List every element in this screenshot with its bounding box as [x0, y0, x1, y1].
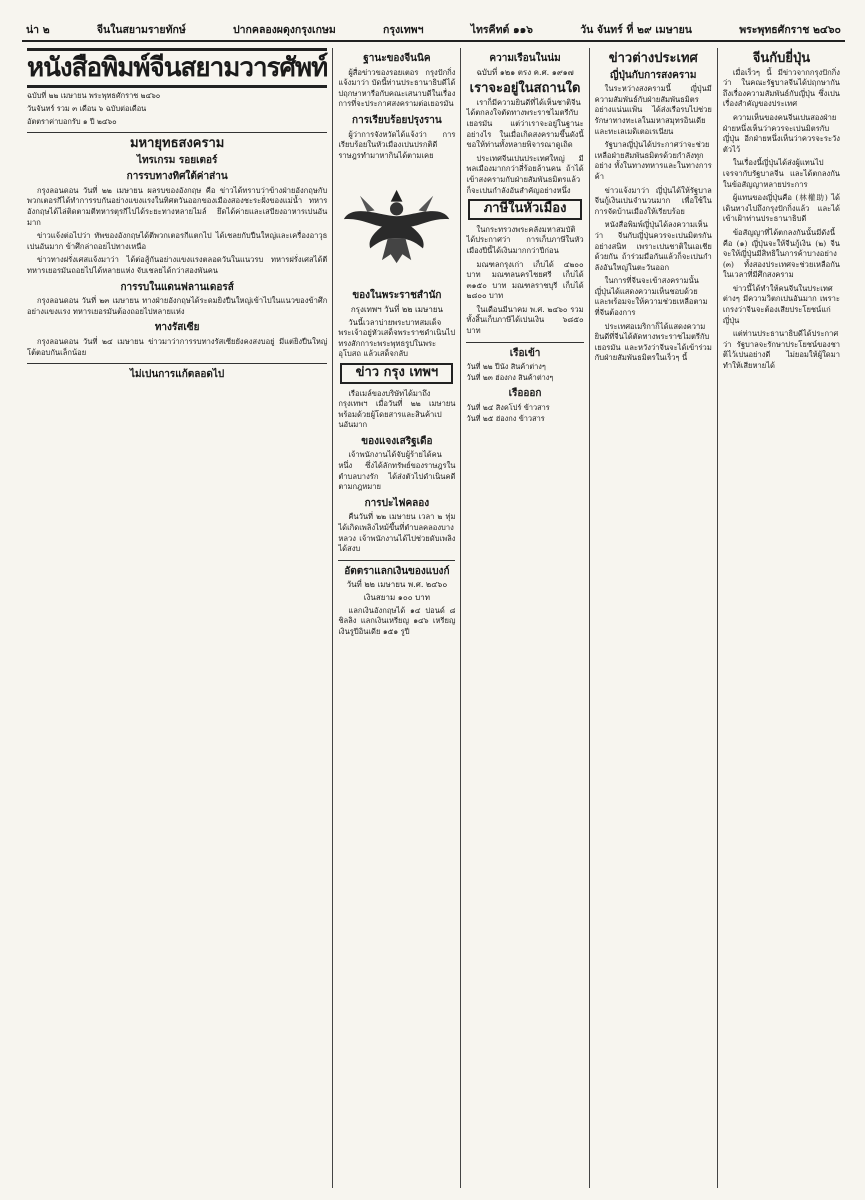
- crime-headline: ของแจงเสริฐเดือ: [361, 435, 433, 447]
- page-header: [22, 18, 845, 42]
- newspaper-page: [22, 18, 845, 1188]
- issue-number: ไทรคีทต์ ๑๑๖: [470, 23, 533, 36]
- article-paragraph: กรุงลอนดอน วันที่ ๒๔ เมษายน ข่าวมาว่าการรบทางรัสเซียยังคงสงบอยู่ มีแต่ยิงปืนใหญ่โต้ตอบกันเล็กน้อย: [27, 336, 328, 357]
- article-paragraph: เรือเมล์ของบริษัทได้มาถึงกรุงเทพฯ เมื่อวันที่ ๒๒ เมษายน พร้อมด้วยผู้โดยสารและสินค้าเปนอันมาก: [338, 388, 456, 430]
- article-paragraph: ข่าวทางฝรั่งเศสแจ้งมาว่า ได้ต่อสู้กันอย่างแขงแรงตลอดวันในแนวรบ ทหารฝรั่งเศสได้ตีทหารเยอรมันถอยไปได้หลายแห่ง จับเชลยได้กว่าสองพันคน: [27, 255, 328, 275]
- column-1: [22, 48, 333, 1188]
- divider: [466, 342, 583, 343]
- article-paragraph: คืนวันที่ ๒๒ เมษายน เวลา ๒ ทุ่ม ได้เกิดเพลิงไหม้ขึ้นที่ตำบลคลองบางหลวง เจ้าพนักงานได้ไปช่วยดับเพลิงได้สงบ: [338, 512, 456, 554]
- china-japan-headline: จีนกับยี่ปุ่น: [752, 51, 811, 66]
- column-3: [461, 48, 589, 1188]
- article-paragraph: ในเดือนมีนาคม พ.ศ. ๒๔๖๐ รวมทั้งสิ้นเก็บภาษีได้เปนเงิน ๖๘๕๐ บาท: [466, 304, 584, 336]
- war-subhead: การรบทางทิศใต้ค่าส่าน: [126, 171, 228, 183]
- article-paragraph: แต่ท่านประธานาธิบดีได้ประกาศว่า รัฐบาลจะรักษาประโยชน์ของชาติไว้เปนอย่างดี ไม่ยอมให้ผู้ใดมาทำให้เสียหายได้: [722, 329, 840, 371]
- divider: [27, 132, 327, 133]
- column-5: [718, 48, 845, 1188]
- article-paragraph: รัฐบาลญี่ปุ่นได้ประกาศว่าจะช่วยเหลือฝ่ายสัมพันธมิตรด้วยกำลังทุกอย่าง ทั้งในทางทหารและในทางการค้า: [594, 140, 712, 181]
- column-2: [333, 48, 461, 1188]
- page-number: น่า ๒: [26, 23, 50, 36]
- war-source: ไทรเกรม รอยเตอร์: [136, 154, 218, 166]
- china-status-headline: ฐานะของจีนนิค: [363, 53, 431, 64]
- exchange-rate-date: วันที่ ๒๒ เมษายน พ.ศ. ๒๔๖๐: [346, 580, 448, 590]
- ships-out-headline: เรือออก: [508, 388, 542, 400]
- article-paragraph: ความเห็นของคนจีนเปนสองฝ่าย ฝ่ายหนึ่งเห็นว่าควรจะเปนมิตรกับญี่ปุ่น อีกฝ่ายหนึ่งเห็นว่าควรจะระวังตัวไว้: [722, 112, 840, 154]
- bangkok-news-box: ข่าว กรุง เทพฯ: [340, 363, 453, 384]
- article-paragraph: ข่าวแจ้งมาว่า ญี่ปุ่นได้ให้รัฐบาลจีนกู้เงินเปนจำนวนมาก เพื่อใช้ในการจัดบ้านเมืองให้เรียบร้อย: [594, 185, 712, 216]
- article-paragraph: เราก็มีความยินดีที่ได้เห็นชาติจีนได้ตกลงใจตัดทางพระราชไมตรีกับเยอรมัน แต่ว่าเราจะอยู่ในฐานะอย่างไร ในเมื่อเกิดสงครามขึ้นดังนี้ ขอให้ท่านทั้งหลายพิจารณาดูเถิด: [466, 97, 584, 150]
- article-paragraph: ผู้แทนของญี่ปุ่นคือ (林權助) ได้เดินทางไปถึงกรุงปักกิ่งแล้ว และได้เข้าเฝ้าท่านประธานาธิบดี: [722, 193, 840, 224]
- article-paragraph: กรุงลอนดอน วันที่ ๒๓ เมษายน ทางฝ่ายอังกฤษได้ระดมยิงปืนใหญ่เข้าไปในแนวของข้าศึกอย่างแขงแรง ทหารเยอรมันต้องถอยไปหลายแห่ง: [27, 296, 328, 316]
- exchange-rate-headline: อัตตราแลกเงินของแบงก์: [344, 565, 450, 577]
- royal-court-date: กรุงเทพฯ วันที่ ๒๒ เมษายน: [350, 304, 443, 314]
- ship-row: [466, 373, 583, 384]
- royal-court-headline: ของในพระราชสำนัก: [352, 290, 442, 302]
- city: กรุงเทพฯ: [383, 23, 424, 36]
- issue-meta-1: ฉบับที่ ๒๒ เมษายน พระพุทธศักราช ๒๔๖๐: [27, 91, 161, 100]
- article-paragraph: กรุงลอนดอน วันที่ ๒๒ เมษายน ผลรบของอังกฤษ คือ ข่าวได้ทราบว่าข้างฝ่ายอังกฤษกับพวกเตอรกีได้ทำการรบกันอย่างแขงแรงในทิศตวันออกของเมืองสองชะระฝั่งของแม่น้ำ ทหารอังกฤษได้ไล่ติดตามตีทหารตุรกีไปได้ระยะทางหลายไมล์ ยึดได้ค่ายและเสบียงอาหารเปนอันมาก: [27, 185, 328, 227]
- article-paragraph: แลกเงินอังกฤษได้ ๑๔ ปอนด์ ๘ ชิลลิง แลกเงินเหรียญ ๑๔๖ เหรียญ เงินรูปีอินเดีย ๑๕๑ รูปี: [338, 605, 456, 636]
- article-paragraph: ข่าวแจ้งต่อไปว่า ทัพของอังกฤษได้ตีพวกเตอรกีแตกไป ได้เชลยกับปืนใหญ่และเครื่องอาวุธเปนอันมาก ข้าศึกล่าถอยไปทางเหนือ: [27, 231, 328, 251]
- article-paragraph: ในการที่จีนจะเข้าสงครามนั้น ญี่ปุ่นได้แสดงความเห็นชอบด้วย และพร้อมจะให้ความช่วยเหลือตามที่จีนต้องการ: [594, 276, 708, 318]
- ship-entry: วันที่ ๒๒ ปีนัง สินค้าต่างๆ: [466, 362, 546, 372]
- issue-era: พระพุทธศักราช ๒๔๖๐: [739, 23, 841, 36]
- article-paragraph: ประเทศอเมริกาก็ได้แสดงความยินดีที่จีนได้ตัดทางพระราชไมตรีกับเยอรมัน และหวังว่าจีนจะได้เข้าร่วมกับฝ่ายสัมพันธมิตรในเร็วๆ นี้: [594, 321, 712, 363]
- ship-entry: วันที่ ๒๕ ฮ่องกง ข้าวสาร: [466, 413, 545, 423]
- paper-name: จีนในสยามรายทักษ์: [96, 23, 186, 36]
- article-paragraph: ข่าวนี้ได้ทำให้คนจีนในประเทศต่างๆ มีความวิตกเปนอันมาก เพราะเกรงว่าจีนจะต้องเสียประโยชน์แก่ญี่ปุ่น: [722, 283, 840, 325]
- editorial-title: เราจะอยู่ในสถานใด: [469, 81, 581, 97]
- divider: [338, 560, 455, 561]
- article-paragraph: ประเทศจีนเปนประเทศใหญ่ มีพลเมืองมากกว่าสี่ร้อยล้านคน ถ้าได้เข้าสงครามกับฝ่ายสัมพันธมิตรแล้ว ก็จะเปนกำลังอันสำคัญอย่างหนึ่ง: [466, 153, 584, 195]
- article-paragraph: ในระหว่างสงครามนี้ ญี่ปุ่นมีความสัมพันธ์กับฝ่ายสัมพันธมิตรอย่างแน่นแฟ้น ได้ส่งเรือรบไปช่วยรักษาทางทะเลในมหาสมุทรอินเดียและทะเลเมดิเตอเรเนียน: [594, 84, 712, 136]
- article-paragraph: ข้อสัญญาที่ได้ตกลงกันนั้นมีดังนี้ คือ (๑) ญี่ปุ่นจะให้จีนกู้เงิน (๒) จีนจะให้ญี่ปุ่นมีสิทธิในการค้าบางอย่าง (๓) ทั้งสองประเทศจะช่วยเหลือกันในเวลาที่มีศึกสงคราม: [722, 227, 840, 280]
- article-paragraph: เจ้าพนักงานได้จับผู้ร้ายได้คนหนึ่ง ซึ่งได้ลักทรัพย์ของราษฎรในตำบลบางรัก ได้ส่งตัวไปดำเนินคดีตามกฎหมาย: [338, 450, 456, 492]
- ship-row: [466, 414, 583, 425]
- flanders-headline: การรบในแดนฟลานเดอรส์: [120, 281, 234, 293]
- office-address: ปากคลองผดุงกรุงเกษม: [233, 23, 336, 36]
- divider: [27, 363, 327, 364]
- article-paragraph: ในเรื่องนี้ญี่ปุ่นได้ส่งผู้แทนไปเจรจากับรัฐบาลจีน และได้ตกลงกันในข้อสัญญาหลายประการ: [722, 158, 840, 189]
- column-4: [590, 48, 718, 1188]
- issue-meta-3: อัตตราค่าบอกรับ ๑ ปี ๒๔๖๐: [27, 117, 117, 126]
- russia-headline: ทางรัสเซีย: [154, 322, 200, 334]
- article-paragraph: วันนี้เวลาบ่ายพระบาทสมเด็จพระเจ้าอยู่หัวเสด็จพระราชดำเนินไปทรงสักการะพระพุทธรูปในพระอุโบสถ แล้วเสด็จกลับ: [338, 317, 456, 359]
- order-headline: การเรียบร้อยปรุงราน: [352, 114, 442, 126]
- article-paragraph: ผู้ว่าการจังหวัดได้แจ้งว่า การเรียบร้อยในหัวเมืองเปนปรกติดี ราษฎรทำมาหากินได้ตามเคย: [338, 129, 456, 160]
- masthead: หนังสือพิมพ์จีนสยามวารศัพท์: [27, 48, 327, 88]
- article-paragraph: มณฑลกรุงเก่า เก็บได้ ๔๒๐๐ บาท มณฑลนครไชยศรี เก็บได้ ๓๑๕๐ บาท มณฑลราชบุรี เก็บได้ ๒๘๐๐ บาท: [466, 259, 584, 301]
- ship-row: [466, 362, 583, 373]
- column-footer: ไม่เปนการแก้ตลอดไป: [130, 369, 225, 381]
- foreign-news-headline: ข่าวต่างประเทศ: [608, 51, 698, 66]
- ships-in-headline: เรือเข้า: [509, 347, 541, 359]
- editorial-headline: ความเรือนในน่ม: [489, 53, 561, 64]
- war-headline: มหายุทธสงคราม: [129, 136, 225, 151]
- ship-entry: วันที่ ๒๓ ฮ่องกง สินค้าต่างๆ: [466, 372, 554, 382]
- article-paragraph: ผู้สื่อข่าวของรอยเตอร กรุงปักกิ่งแจ้งมาว่า บัดนี้ท่านประธานาธิบดีได้ปฤกษาหารือกับคณะเสนาบดีในเรื่องการที่จะประกาศสงครามต่อเยอรมัน: [338, 67, 456, 109]
- exchange-base: เงินสยาม ๑๐๐ บาท: [363, 593, 430, 602]
- garuda-crest-icon: [338, 165, 455, 285]
- issue-date: วัน จันทร์ ที่ ๒๙ เมษายน: [580, 23, 692, 36]
- issue-meta-2: วันจันทร์ รวม ๓ เดือน ๖ ฉบับต่อเดือน: [27, 104, 147, 113]
- ship-row: [466, 403, 583, 414]
- article-paragraph: เมื่อเร็วๆ นี้ มีข่าวจากกรุงปักกิ่งว่า ในคณะรัฐบาลจีนได้ปฤกษากันถึงเรื่องความสัมพันธ์กับญี่ปุ่น ซึ่งเปนเรื่องสำคัญของประเทศ: [722, 67, 840, 109]
- japan-war-subhead: ญี่ปุ่นกับการสงคราม: [610, 69, 697, 81]
- fire-headline: การปะไฟคลอง: [364, 497, 430, 509]
- editorial-meta: ฉบับที่ ๑๒๑ ตรง ค.ศ. ๑๙๑๗: [476, 67, 574, 77]
- article-paragraph: ในกระทรวงพระคลังมหาสมบัติ ได้ประกาศว่า การเก็บภาษีในหัวเมืองปีนี้ได้เงินมากกว่าปีก่อน: [466, 224, 584, 255]
- tax-box: ภาษีในหัวเมือง: [468, 199, 581, 220]
- columns: [22, 48, 845, 1188]
- article-paragraph: หนังสือพิมพ์ญี่ปุ่นได้ลงความเห็นว่า จีนกับญี่ปุ่นควรจะเปนมิตรกันอย่างสนิท เพราะเปนชาติในเอเชียด้วยกัน ถ้าร่วมมือกันแล้วก็จะเปนกำลังอันใหญ่ในตะวันออก: [594, 220, 712, 272]
- ship-entry: วันที่ ๒๔ สิงคโปร์ ข้าวสาร: [466, 403, 550, 413]
